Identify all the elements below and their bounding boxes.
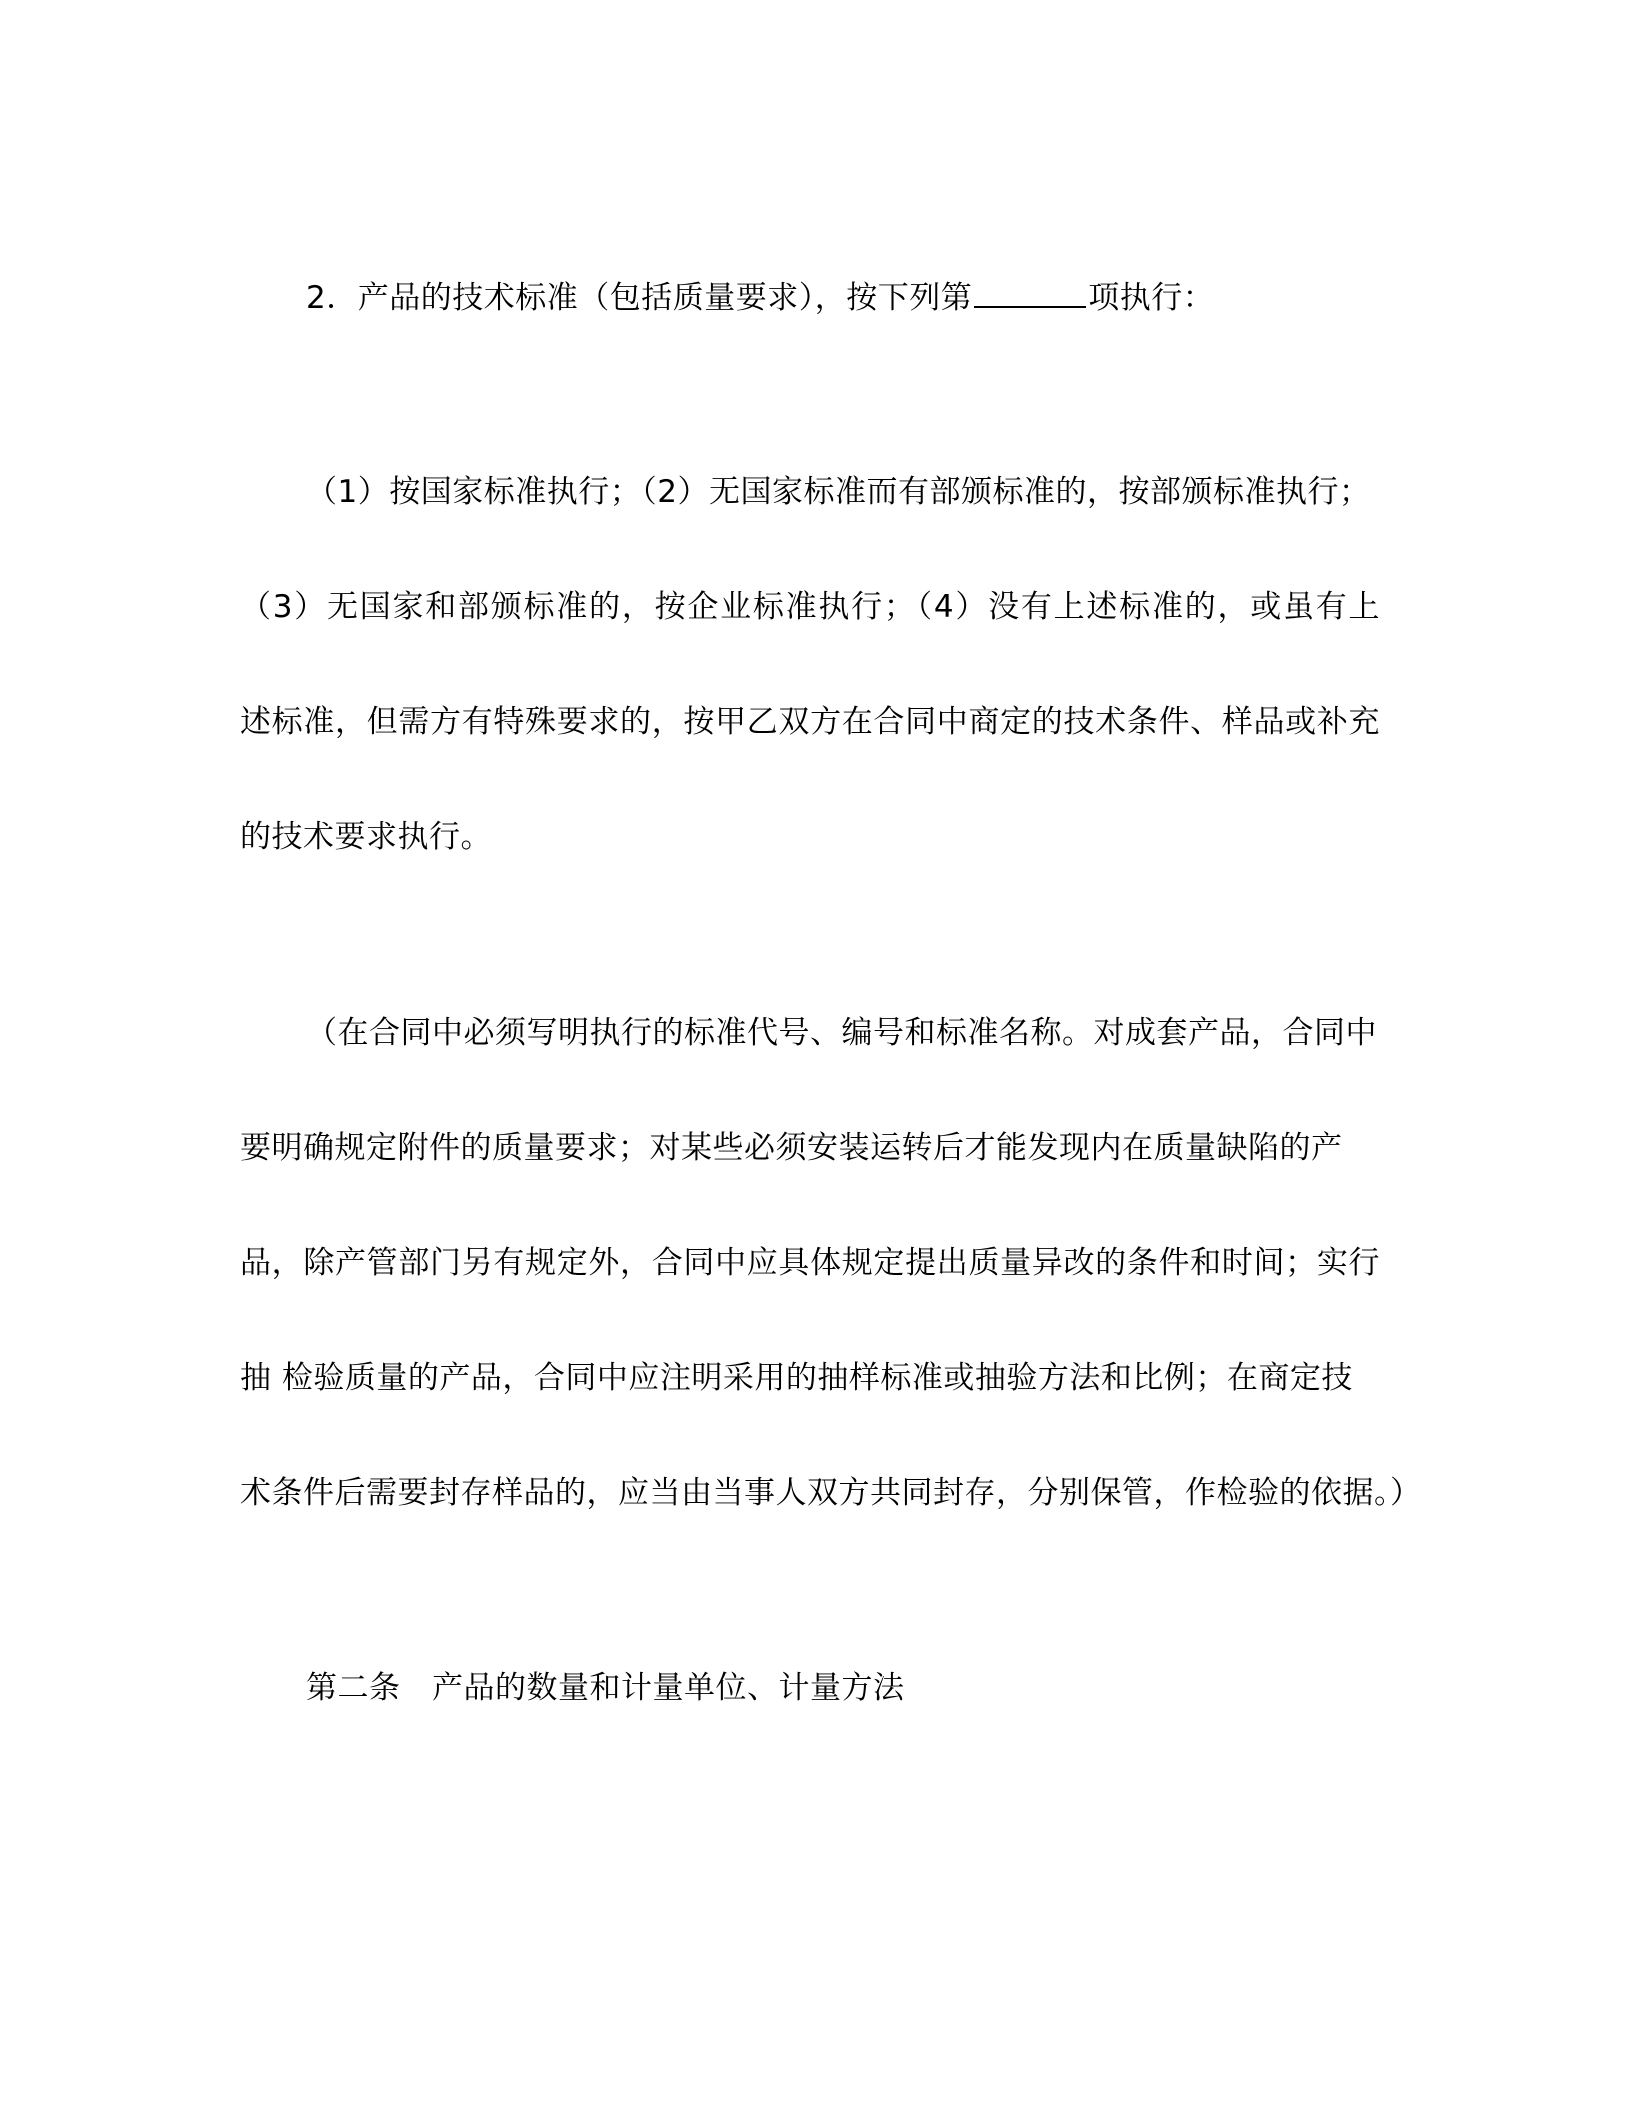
note-line-3: 品，除产管部门另有规定外，合同中应具体规定提出质量异改的条件和时间；实行 [240, 1245, 1380, 1281]
note-line-2: 要明确规定附件的质量要求；对某些必须安装运转后才能发现内在质量缺陷的产 [240, 1130, 1343, 1166]
note-line-5: 术条件后需要封存样品的，应当由当事人双方共同封存，分别保管，作检验的依据。） [240, 1475, 1422, 1511]
standards-line-1: （1）按国家标准执行；（2）无国家标准而有部颁标准的，按部颁标准执行； [306, 474, 1371, 510]
clause-2-line [306, 276, 1214, 318]
article-2-heading: 第二条 产品的数量和计量单位、计量方法 [306, 1670, 905, 1706]
clause-2-text-end: 项执行： [1088, 280, 1215, 316]
standards-line-3: 述标准，但需方有特殊要求的，按甲乙双方在合同中商定的技术条件、样品或补充 [240, 704, 1380, 740]
note-line-1: （在合同中必须写明执行的标准代号、编号和标准名称。对成套产品，合同中 [306, 1015, 1377, 1051]
clause-2-text: 2．产品的技术标准（包括质量要求），按下列第 [306, 280, 973, 316]
fill-in-blank[interactable] [974, 276, 1086, 308]
standards-line-2: （3）无国家和部颁标准的，按企业标准执行；（4）没有上述标准的，或虽有上 [240, 589, 1380, 625]
note-line-4: 抽 检验质量的产品，合同中应注明采用的抽样标准或抽验方法和比例；在商定技 [240, 1360, 1353, 1396]
standards-line-4: 的技术要求执行。 [240, 819, 492, 855]
